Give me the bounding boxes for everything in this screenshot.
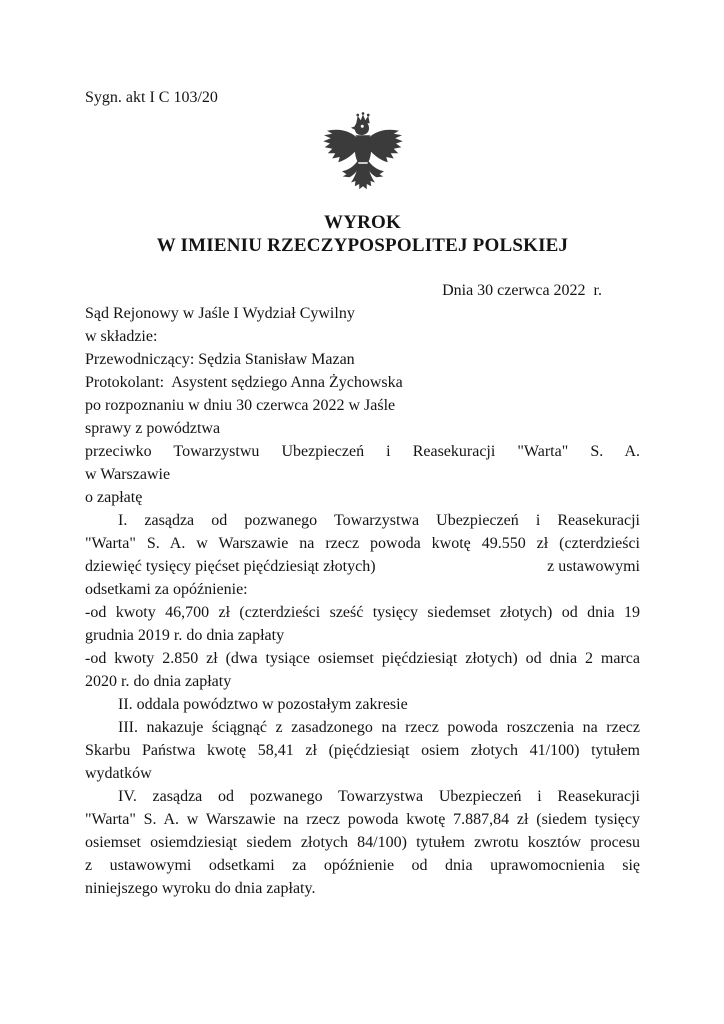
polish-eagle-emblem bbox=[85, 111, 640, 203]
case-subject-line: o zapłatę bbox=[85, 489, 143, 506]
ruling-1-line-2: "Warta" S. A. w Warszawie na rzecz powoda kwotę 49.550 zł (czterdzieści bbox=[85, 535, 640, 552]
ruling-4-line-4: z ustawowymi odsetkami za opóźnienie od dnia uprawomocnienia się bbox=[85, 857, 640, 874]
ruling-4-line-3: osiemset osiemdziesiąt siedem złotych 84/100) tytułem zwrotu kosztów procesu bbox=[85, 834, 640, 851]
ruling-1-interest-1-line-1: -od kwoty 46,700 zł (czterdzieści sześć tysięcy siedemset złotych) od dnia 19 bbox=[85, 604, 640, 621]
ruling-1-line-1: I. zasądza od pozwanego Towarzystwa Ubezpieczeń i Reasekuracji bbox=[118, 512, 640, 529]
title-block bbox=[85, 211, 640, 257]
ruling-4-line-1: IV. zasądza od pozwanego Towarzystwa Ubezpieczeń i Reasekuracji bbox=[118, 788, 640, 805]
claim-origin-line: sprawy z powództwa bbox=[85, 420, 221, 437]
judgment-date: Dnia 30 czerwca 2022 r. bbox=[442, 282, 602, 299]
document-title: WYROK bbox=[324, 212, 401, 233]
ruling-1-interest-1-line-2: grudnia 2019 r. do dnia zapłaty bbox=[85, 627, 285, 644]
defendant-city-line: w Warszawie bbox=[85, 466, 171, 483]
eagle-icon bbox=[318, 111, 408, 203]
hearing-date-line: po rozpoznaniu w dniu 30 czerwca 2022 w Jaśle bbox=[85, 397, 396, 414]
ruling-1-line-4: odsetkami za opóźnienie: bbox=[85, 581, 248, 598]
judgment-body bbox=[85, 302, 640, 900]
ruling-3-line-1: III. nakazuje ściągnąć z zasadzonego na rzecz powoda roszczenia na rzecz bbox=[118, 719, 640, 736]
ruling-1-interest-2-line-2: 2020 r. do dnia zapłaty bbox=[85, 673, 232, 690]
composition-line: w składzie: bbox=[85, 328, 158, 345]
court-clerk-line: Protokolant: Asystent sędziego Anna Żychowska bbox=[85, 374, 403, 391]
ruling-2-line: II. oddala powództwo w pozostałym zakresie bbox=[118, 696, 408, 713]
presiding-judge-line: Przewodniczący: Sędzia Stanisław Mazan bbox=[85, 351, 355, 368]
ruling-1-line-3-left: dziewięć tysięcy pięćset pięćdziesiąt złotych) bbox=[85, 558, 376, 575]
ruling-1-line-3 bbox=[85, 555, 640, 578]
ruling-1-line-3-right: z ustawowymi bbox=[547, 558, 640, 575]
ruling-3-line-3: wydatków bbox=[85, 765, 152, 782]
ruling-1-interest-2-line-1: -od kwoty 2.850 zł (dwa tysiące osiemset pięćdziesiąt złotych) od dnia 2 marca bbox=[85, 650, 640, 667]
ruling-3-line-2: Skarbu Państwa kwotę 58,41 zł (pięćdziesiąt osiem złotych 41/100) tytułem bbox=[85, 742, 640, 759]
document-subtitle: W IMIENIU RZECZYPOSPOLITEJ POLSKIEJ bbox=[156, 235, 569, 256]
court-name-line: Sąd Rejonowy w Jaśle I Wydział Cywilny bbox=[85, 305, 355, 322]
ruling-4-line-5: niniejszego wyroku do dnia zapłaty. bbox=[85, 880, 316, 897]
defendant-line: przeciwko Towarzystwu Ubezpieczeń i Reasekuracji "Warta" S. A. bbox=[85, 443, 640, 460]
case-number: Sygn. akt I C 103/20 bbox=[85, 89, 218, 106]
ruling-4-line-2: "Warta" S. A. w Warszawie na rzecz powoda kwotę 7.887,84 zł (siedem tysięcy bbox=[85, 811, 640, 828]
